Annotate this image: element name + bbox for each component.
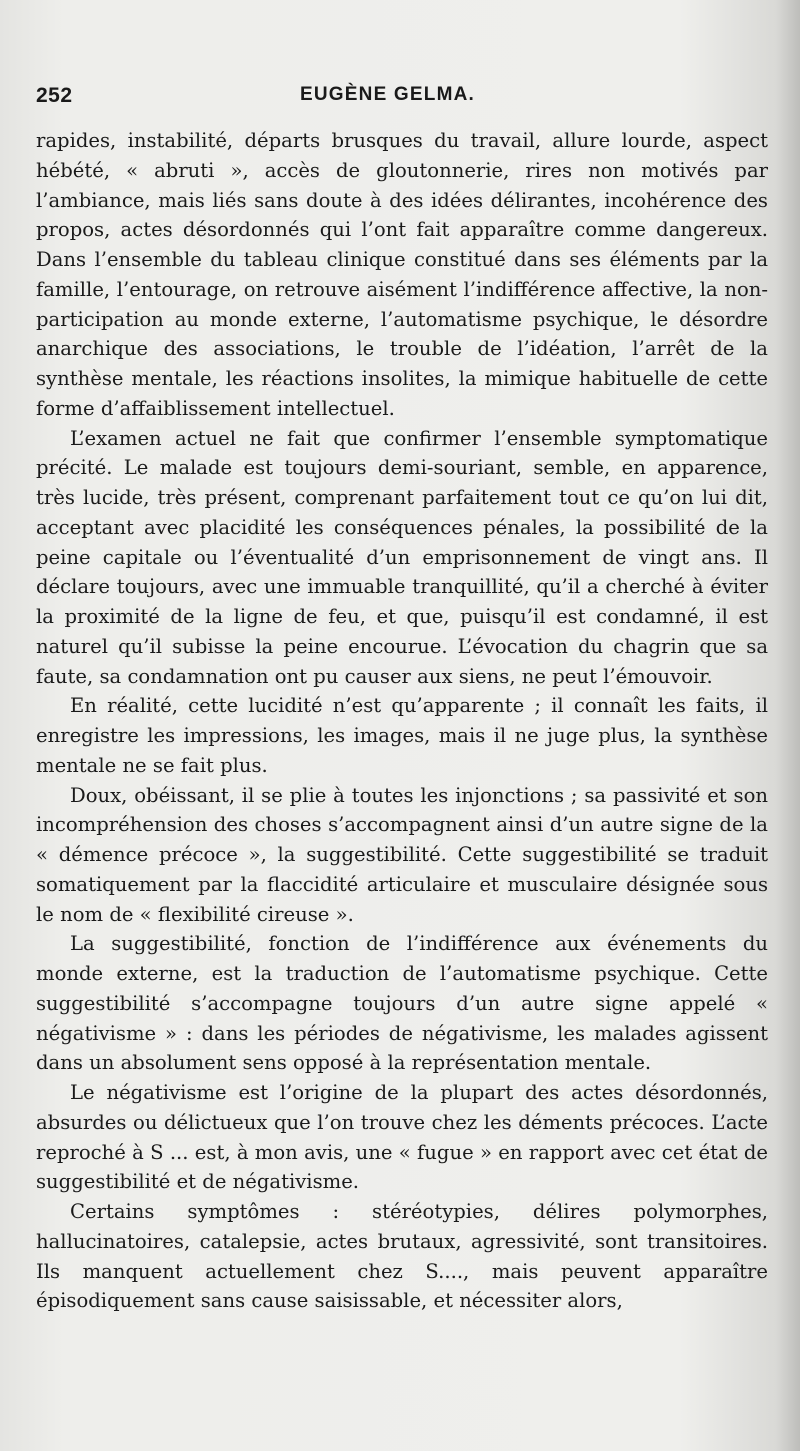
- paragraph-1: rapides, instabilité, départs brusques du travail, allure lourde, aspect hébété, « abruti », accès de gloutonnerie, rires non motivés par l’ambiance, mais liés sans doute à des idées délirantes, incohérence des propos, actes désordonnés qui l’ont fait apparaître comme dangereux. Dans l’ensemble du tableau clinique constitué dans ses éléments par la famille, l’entourage, on retrouve aisément l’indifférence affective, la non-participation au monde externe, l’automatisme psychique, le désordre anarchique des associations, le trouble de l’idéation, l’arrêt de la synthèse mentale, les réactions insolites, la mimique habituelle de cette forme d’affaiblissement intellectuel.: [36, 129, 768, 420]
- page-header: [36, 84, 776, 116]
- paragraph-6: Le négativisme est l’origine de la plupart des actes désordonnés, absurdes ou délictueux que l’on trouve chez les déments précoces. L’acte reproché à S ... est, à mon avis, une « fugue » en rapport avec cet état de suggestibilité et de négativisme.: [36, 1081, 768, 1194]
- paragraph-7: Certains symptômes : stéréotypies, délires polymorphes, hallucinatoires, catalepsie, actes brutaux, agressivité, sont transitoires. Ils manquent actuellement chez S...., mais peuvent apparaître épisodiquement sans cause saisissable, et nécessiter alors,: [36, 1200, 768, 1313]
- paragraph-5: La suggestibilité, fonction de l’indifférence aux événements du monde externe, est la traduction de l’automatisme psychique. Cette suggestibilité s’accompagne toujours d’un autre signe appelé « négativisme » : dans les périodes de négativisme, les malades agissent dans un absolument sens opposé à la représentation mentale.: [36, 932, 768, 1075]
- paragraph-2: L’examen actuel ne fait que confirmer l’ensemble symptomatique précité. Le malade est toujours demi-souriant, semble, en apparence, très lucide, très présent, comprenant parfaitement tout ce qu’on lui dit, acceptant avec placidité les conséquences pénales, la possibilité de la peine capitale ou l’éventualité d’un emprisonnement de vingt ans. Il déclare toujours, avec une immuable tranquillité, qu’il a cherché à éviter la proximité de la ligne de feu, et que, puisqu’il est condamné, il est naturel qu’il subisse la peine encourue. L’évocation du chagrin que sa faute, sa condamnation ont pu causer aux siens, ne peut l’émouvoir.: [36, 426, 768, 688]
- page-number: 252: [36, 84, 73, 107]
- paragraph-4: Doux, obéissant, il se plie à toutes les injonctions ; sa passivité et son incompréhension des choses s’accompagnent ainsi d’un autre signe de la « démence précoce », la suggestibilité. Cette suggestibilité se traduit somatiquement par la flaccidité articulaire et musculaire désignée sous le nom de « flexibilité cireuse ».: [36, 783, 768, 926]
- paragraph-3: En réalité, cette lucidité n’est qu’apparente ; il connaît les faits, il enregistre les impressions, les images, mais il ne juge plus, la synthèse mentale ne se fait plus.: [36, 694, 768, 777]
- body-text: [36, 126, 768, 1316]
- running-head: EUGÈNE GELMA.: [300, 84, 476, 105]
